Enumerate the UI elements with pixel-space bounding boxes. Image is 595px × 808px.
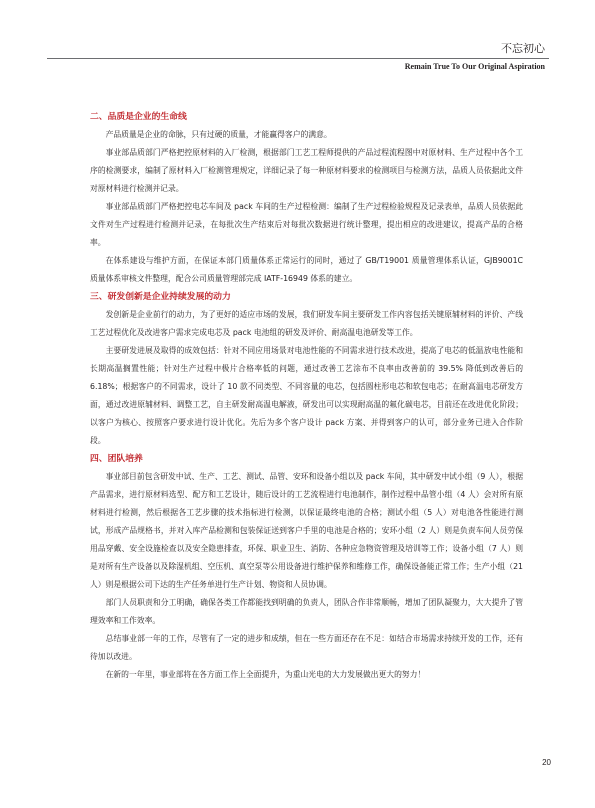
paragraph: 产品质量是企业的命脉，只有过硬的质量，才能赢得客户的满意。 xyxy=(105,130,332,139)
paragraph: 在体系建设与维护方面，在保证本部门质量体系正常运行的同时，通过了 GB/T19001 质量管理体系认证，GJB9001C 质量体系审核文件整理，配合公司质量管理部完成 IATF-16949 体系的建立。 xyxy=(90,256,523,283)
document-body xyxy=(90,108,523,684)
page-number: 20 xyxy=(542,758,551,767)
paragraph: 发创新是企业前行的动力，为了更好的适应市场的发展，我们研发车间主要研发工作内容包括关键原辅材料的评价、产线工艺过程优化及改进客户需求完成电芯及 pack 电池组的研发及评价、耐高温电池研发等工作。 xyxy=(90,310,523,337)
header-title: 不忘初心 xyxy=(501,42,545,55)
paragraph: 事业部品质部门严格把控电芯车间及 pack 车间的生产过程检测：编制了生产过程检验规程及记录表单，品质人员依据此文件对生产过程进行检测并记录，在每批次生产结束后对每批次数据进行统计整理，提出相应的改进建议，提高产品的合格率。 xyxy=(90,202,523,247)
paragraph: 部门人员职责和分工明确，确保各类工作都能找到明确的负责人，团队合作非常顺畅，增加了团队凝聚力，大大提升了管理效率和工作效率。 xyxy=(90,598,523,625)
paragraph: 事业部品质部门严格把控原材料的入厂检测，根据部门工艺工程师提供的产品过程流程图中对原材料、生产过程中各个工序的检测要求，编制了原材料入厂检测管理规定，详细记录了每一种原材料要求的检测项目与检测方法，品质人员依据此文件对原材料进行检测并记录。 xyxy=(90,148,523,193)
paragraph: 事业部目前包含研发中试、生产、工艺、测试、品管、安环和设备小组以及 pack 车间，其中研发中试小组（9 人），根据产品需求，进行原材料选型、配方和工艺设计，随后设计的工艺流程进行电池制作，制作过程中品管小组（4 人）会对所有原材料进行检测，然后根据各工艺步骤的技术指标进行检测，以保证最终电池的合格；测试小组（5 人）对电池各性能进行测试，形成产品规格书，并对入库产品检测和包装保证送到客户手里的电池是合格的；安环小组（2 人）则是负责车间人员劳保用品穿戴、安全设施检查以及安全隐患排查，环保、职业卫生、消防、各种应急物资管理及培训等工作；设备小组（7 人）则是对所有生产设备以及除湿机组、空压机、真空泵等公用设备进行维护保养和维修工作，确保设备能正常工作；生产小组（21 人）则是根据公司下达的生产任务单进行生产计划、物资和人员协调。 xyxy=(90,472,523,589)
section-heading-team: 四、团队培养 xyxy=(90,454,143,464)
section-heading-quality: 二、品质是企业的生命线 xyxy=(90,112,187,122)
section-heading-rnd: 三、研发创新是企业持续发展的动力 xyxy=(90,292,231,302)
paragraph: 主要研发进展及取得的成效包括：针对不同应用场景对电池性能的不同需求进行技术改进，提高了电芯的低温放电性能和长期高温搁置性能；针对生产过程中极片合格率低的问题，通过改善工艺涂布不良率由改善前的 39.5% 降低到改善后的 6.18%；根据客户的不同需求，设计了 10 款不同类型、不同容量的电芯，包括圆柱形电芯和软包电芯；在耐高温电芯研发方面，通过改进原辅材料、调整工艺，自主研发耐高温电解液，研发出可以实现耐高温的氟化碳电芯，目前还在改进优化阶段；以客户为核心、按照客户要求进行设计优化。先后为多个客户设计 pack 方案、并得到客户的认可，部分业务已进入合作阶段。 xyxy=(90,346,523,445)
paragraph: 在新的一年里，事业部将在各方面工作上全面提升，为重山光电的大力发展做出更大的努力！ xyxy=(105,670,426,679)
header-subtitle: Remain True To Our Original Aspiration xyxy=(404,62,545,71)
paragraph: 总结事业部一年的工作，尽管有了一定的进步和成绩，但在一些方面还存在不足：如结合市场需求持续开发的工作，还有待加以改进。 xyxy=(90,634,523,661)
header-divider xyxy=(47,58,549,59)
